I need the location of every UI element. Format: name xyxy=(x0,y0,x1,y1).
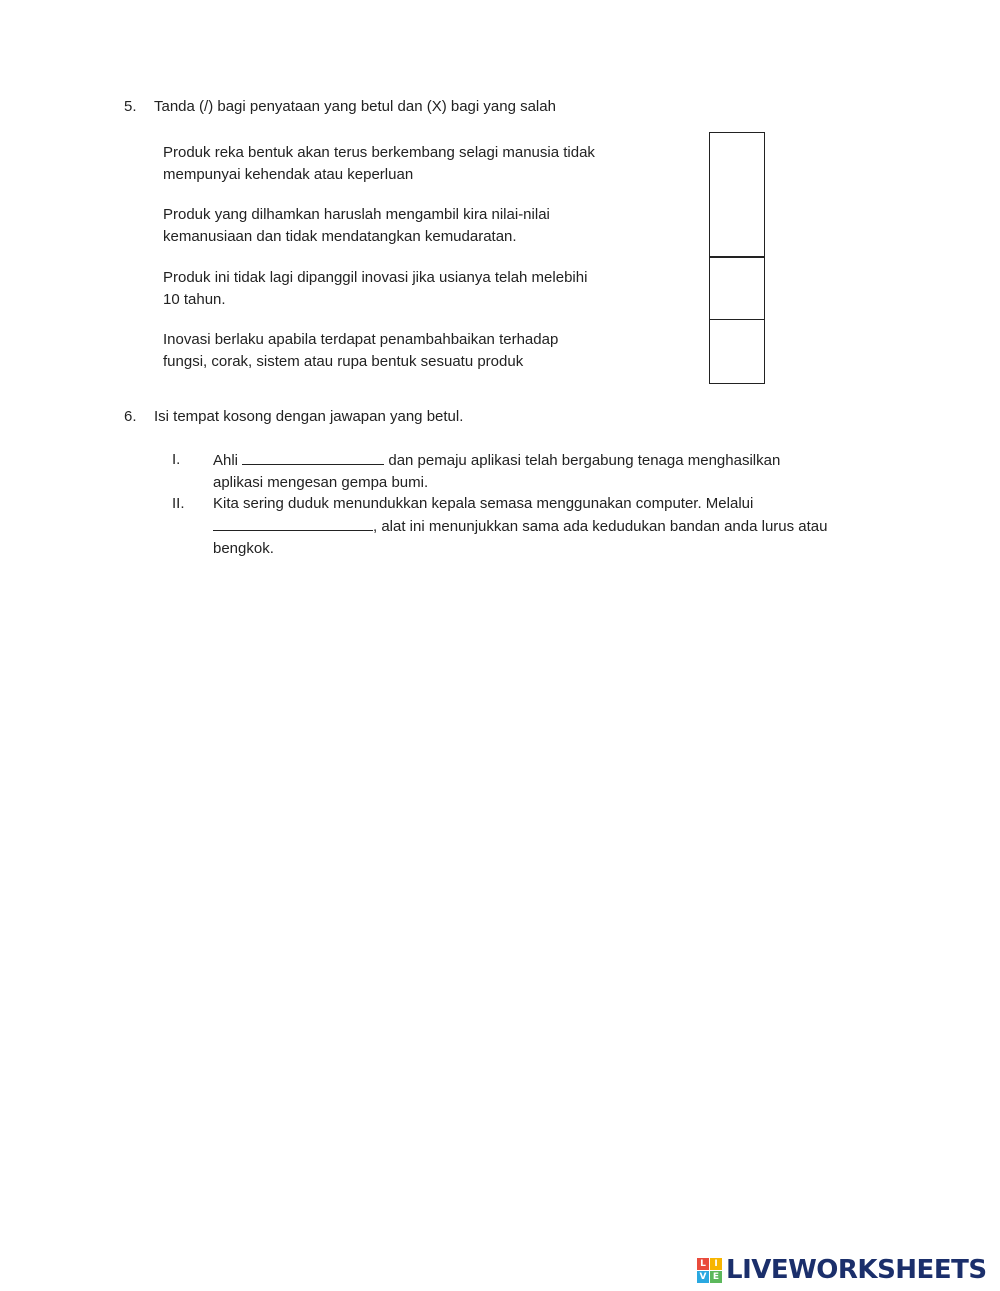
logo-letter-i: I xyxy=(710,1258,722,1270)
statement-3-line-2: 10 tahun. xyxy=(163,291,226,308)
item-I-number: I. xyxy=(172,451,181,468)
logo-letter-e: E xyxy=(710,1271,722,1283)
logo-mark-icon xyxy=(697,1258,722,1283)
item-II-line-3: bengkok. xyxy=(213,540,274,557)
answer-box-4[interactable] xyxy=(709,320,765,384)
statement-1 xyxy=(163,142,663,186)
item-I xyxy=(213,449,893,494)
question-6-prompt: Isi tempat kosong dengan jawapan yang betul. xyxy=(154,408,464,425)
item-II xyxy=(213,493,893,560)
logo-letter-l: L xyxy=(697,1258,709,1270)
statement-3 xyxy=(163,267,663,311)
answer-box-1[interactable] xyxy=(709,132,765,194)
logo-brand-text: LIVEWORKSHEETS xyxy=(726,1255,987,1285)
item-II-line-1: Kita sering duduk menundukkan kepala semasa menggunakan computer. Melalui xyxy=(213,495,754,512)
statement-4 xyxy=(163,329,663,373)
statement-2-line-2: kemanusiaan dan tidak mendatangkan kemudaratan. xyxy=(163,228,517,245)
liveworksheets-logo xyxy=(697,1255,987,1285)
item-II-after: , alat ini menunjukkan sama ada kedudukan bandan anda lurus atau xyxy=(373,518,828,535)
statement-1-line-2: mempunyai kehendak atau keperluan xyxy=(163,166,414,183)
item-I-line-1 xyxy=(213,449,893,472)
item-I-line-2: aplikasi mengesan gempa bumi. xyxy=(213,474,429,491)
statement-1-line-1: Produk reka bentuk akan terus berkembang selagi manusia tidak xyxy=(163,144,595,161)
item-II-line-2 xyxy=(213,515,893,538)
statement-3-line-1: Produk ini tidak lagi dipanggil inovasi jika usianya telah melebihi xyxy=(163,269,588,286)
question-6-number: 6. xyxy=(124,408,137,425)
item-I-before: Ahli xyxy=(213,452,239,469)
answer-box-3[interactable] xyxy=(709,257,765,320)
blank-input-2[interactable] xyxy=(213,515,373,531)
statement-2 xyxy=(163,204,663,248)
logo-letter-v: V xyxy=(697,1271,709,1283)
item-I-after: dan pemaju aplikasi telah bergabung tenaga menghasilkan xyxy=(388,452,781,469)
item-II-number: II. xyxy=(172,495,185,512)
question-5-number: 5. xyxy=(124,98,137,115)
question-5-prompt: Tanda (/) bagi penyataan yang betul dan (X) bagi yang salah xyxy=(154,98,556,115)
answer-box-2[interactable] xyxy=(709,193,765,257)
statement-4-line-2: fungsi, corak, sistem atau rupa bentuk sesuatu produk xyxy=(163,353,524,370)
statement-2-line-1: Produk yang dilhamkan haruslah mengambil kira nilai-nilai xyxy=(163,206,550,223)
statement-4-line-1: Inovasi berlaku apabila terdapat penambahbaikan terhadap xyxy=(163,331,559,348)
blank-input-1[interactable] xyxy=(242,449,384,465)
